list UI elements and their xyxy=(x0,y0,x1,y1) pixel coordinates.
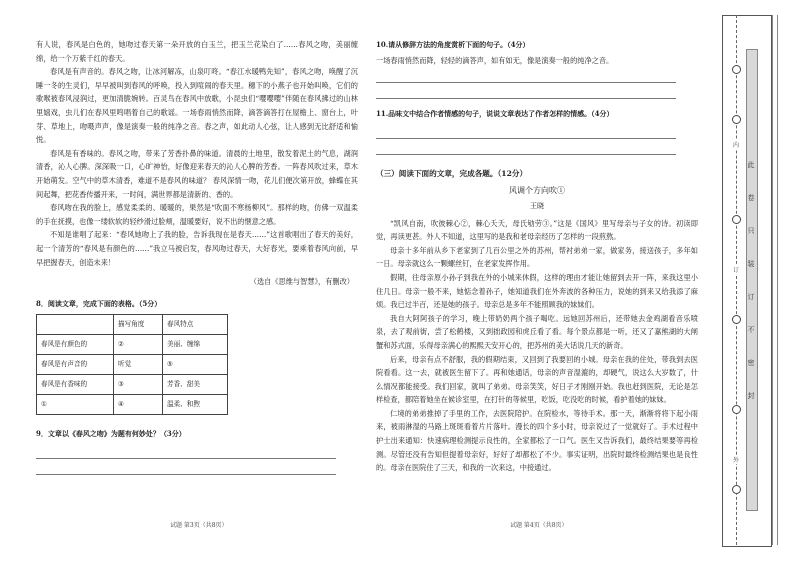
table-header-cell: 春风特点 xyxy=(163,315,228,335)
binding-label: 订 xyxy=(747,293,755,301)
binding-label: 只 xyxy=(747,227,755,235)
answer-line[interactable] xyxy=(376,67,676,83)
question-10-sentence: 一场春雨悄然而降，轻轻的滴答声，如有如无，像是演奏一般的纯净之音。 xyxy=(376,55,614,65)
table-cell: ② xyxy=(114,335,163,355)
circle-mark xyxy=(732,215,741,224)
answer-line[interactable] xyxy=(36,459,336,475)
page-footer-right: 试题 第4页（共8页） xyxy=(510,522,568,529)
binding-side-label: 内 xyxy=(732,142,739,149)
table-row xyxy=(37,355,228,375)
right-page xyxy=(376,38,698,473)
cut-line xyxy=(736,15,737,545)
left-page xyxy=(36,38,358,475)
table-cell: 春风是有声音的 xyxy=(37,355,114,375)
answer-line[interactable] xyxy=(376,139,676,155)
circle-mark xyxy=(732,485,741,494)
paragraph: 春风是有声音的。春风之吻，让冰河解冻，山泉叮咚。“春江水暖鸭先知”，春风之吻，唤醒了沉睡一冬的生灵们，早早被叫到春风的呼唤，投入到喧闹的春天里。穗下的小燕子也开始叫唤，它们的歌喉被春风浸润过，更加清脆婉转。百灵鸟在春风中放歌，小昆虫们“嘤嘤嘤”伴随在春风拂过的山林里嬉戏，虫儿们在春风里鸣唱着自己的歌谣。一场春雨悄然而降，滴答滴答打在屋檐上、窗台上，叶芽、草地上，吻嗫声声，像是演奏一般的纯净之音。春之声，如此动人心弦，让人感到无比舒适和愉悦。 xyxy=(36,67,358,145)
answer-line[interactable] xyxy=(376,83,676,99)
article-title: 风调个方向吹① xyxy=(509,186,565,196)
paragraph: “凯风自南，吹彼棘心②，棘心夭夭，母氏劬劳③。”这是《国风》里写母亲与子女的诗。初读即觉，再读更甚。外人不知道，这里写的是我和老母亲经历了怎样的一段煎熬。 xyxy=(376,218,698,242)
answer-table xyxy=(36,314,228,415)
section-heading: （三）阅读下面的文章，完成各题。（12分） xyxy=(376,168,528,178)
answer-line[interactable] xyxy=(36,443,336,459)
paragraph: 假期，往母亲原小孙子到我在外的小城来休假，这样的理由才能让她留到去开一阵，来我这里小住几日。母亲一般不来，她惦念着孙子，她知道我们在外奔波的各种压力，说她的到来又给我添了麻烦。我已过半百，还是她的孩子。母亲总是多年不能照顾我的妹妹们。 xyxy=(376,272,698,310)
table-cell: 春风是有颜色的 xyxy=(37,335,114,355)
paragraph: 春风吻在我的脸上，感觉柔柔的、暖暖的，果然是“吹面不寒杨柳风”。那样的吻，仿佛一双温柔的手在抚摸，也像一缕软软的轻纱滑过脸颊，温暖要好，说不出的惬意之感。 xyxy=(36,203,358,226)
paragraph: 春风是有香味的。春风之吻，带来了芳香扑鼻的味道。清晨的土地里，散发着泥土的气息，湖润清香，沁人心脾。深深吸一口，心旷神怡，好像迎来春天的沁人心脾的芳香。一阵春风吹过来，草木开始萌发。空气中的草木清香，难道不是春风的味道？ 春风深情一吻，花儿们便次第开放，蜂蝶在其间起舞，把花香传播开来，一时间，满世界都是清新的、香的。 xyxy=(36,148,358,199)
binding-label: 卷 xyxy=(747,194,755,202)
article-author: 王晓 xyxy=(530,201,544,210)
binding-label: 封 xyxy=(747,392,755,400)
paragraph: 不知是谁唱了起来：“春风她吻上了我的脸，告诉我现在是春天……”这首歌唱出了春天的美好，起一个清芳的“春风是有颜色的……”我立马被启发，春风吻过春天，大好春光，要乘着春风向前，早早把握春天，创造未来！ xyxy=(36,230,358,267)
question-10: 10.请从修辞方法的角度赏析下面的句子。（4分） xyxy=(376,40,530,49)
circle-mark xyxy=(732,65,741,74)
binding-label: 不 xyxy=(747,326,755,334)
table-cell: ⑤ xyxy=(163,355,228,375)
binding-edge xyxy=(772,15,778,545)
question-8: 8．阅读文章，完成下面的表格。（5分） xyxy=(36,298,162,308)
binding-label: 装 xyxy=(747,260,755,268)
table-cell: ③ xyxy=(114,375,163,395)
table-header-cell: 描写角度 xyxy=(114,315,163,335)
paragraph: 母亲十多年前从乡下老家到了几百公里之外的苏州，帮衬弟弟一家，做家务，接送孩子，多年如一日。母亲就这么一颗螺丝钉，在老家发挥作用。 xyxy=(376,245,698,269)
circle-mark xyxy=(732,405,741,414)
paragraph: 仁境的弟弟推掉了手里的工作，去医院陪护。在院检水，等待手术。那一天，渐渐将将下起小雨来，被雨淋湿的马路上斑斑看着片片落叶。漫长的四个多小时，母亲说过了一觉就好了。手术过程中护士出来通知：快速病理检测提示良性的，全家都松了一口气。医生又告诉我们，最终结果要等再检测。尽管还没有告知但提着母亲好，好好了却都松了不少。事实证明，出院时最终检测结果也是良性的。母亲在医院住了三天，和我的一次来这，中接通过。 xyxy=(376,408,698,473)
table-cell: 听觉 xyxy=(114,355,163,375)
answer-line[interactable] xyxy=(376,123,676,139)
table-cell: 春风是有香味的 xyxy=(37,375,114,395)
page-footer-left: 试题 第3页（共8页） xyxy=(170,522,228,529)
binding-label: 密 xyxy=(747,359,755,367)
table-row xyxy=(37,375,228,395)
source-citation: （选自《思维与智慧》，有删改） xyxy=(249,277,354,287)
binding-margin xyxy=(716,15,780,545)
circle-mark xyxy=(732,315,741,324)
table-cell: ④ xyxy=(114,395,163,415)
table-row xyxy=(37,395,228,415)
article-body-left xyxy=(36,38,358,269)
question-11: 11.品味文中结合作者情感的句子，说说文章表达了作者怎样的情感。（4分） xyxy=(376,109,614,119)
circle-mark xyxy=(732,115,741,124)
binding-label: 此 xyxy=(747,161,755,169)
table-row xyxy=(37,335,228,355)
table-cell: 美丽、缠绵 xyxy=(163,335,228,355)
binding-bar xyxy=(746,49,758,511)
table-cell: ① xyxy=(37,395,114,415)
question-9: 9．文章以《春风之吻》为题有何妙处？（3分） xyxy=(36,429,186,439)
binding-side-label: 订 xyxy=(732,267,739,274)
article-body-right xyxy=(376,217,698,473)
table-cell: 温柔、和煦 xyxy=(163,395,228,415)
paragraph: 有人说，春风是白色的，她吻过春天第一朵开放的白玉兰，把玉兰花染白了……春风之吻，美丽缠绵，给一个万紫千红的春天。 xyxy=(36,40,358,63)
paragraph: 我自大阿阿孩子的学习，晚上带奶奶两个孩子喝吃。远她回苏州后，还带她去金鸡湖看音乐喷泉，去了观前街，尝了松鹤楼，又到拙政园和虎丘看了看。每个景点都是一听，还又了嘉熊湖的大闸蟹和苏式面，乐得母亲满心的熙熙天安开心的，把苏州的美大话说几天的新奇。 xyxy=(376,313,698,350)
table-header-cell xyxy=(37,315,114,335)
table-header-row xyxy=(37,315,228,335)
paragraph: 后来，母亲有点不舒服，我的假期结束，又回到了我要回的小城。母亲在我的住处，带我到去医院看看。这一去，就被医生留下了。再和她通话，母亲的声音湿漉的，却硬气，说这么大岁数了，什么情况都能接受。我们回家，就叫了弟弟。母亲笑笑，好日子才刚刚开始。我也赶到医院，无论是怎样检查，都陪着她坐在候诊室里，在打针的等候里，吃饭，吃没吃的时候，看护着她的妹妹。 xyxy=(376,354,698,405)
table-cell: 芳香、甜美 xyxy=(163,375,228,395)
binding-side-label: 外 xyxy=(732,457,739,464)
